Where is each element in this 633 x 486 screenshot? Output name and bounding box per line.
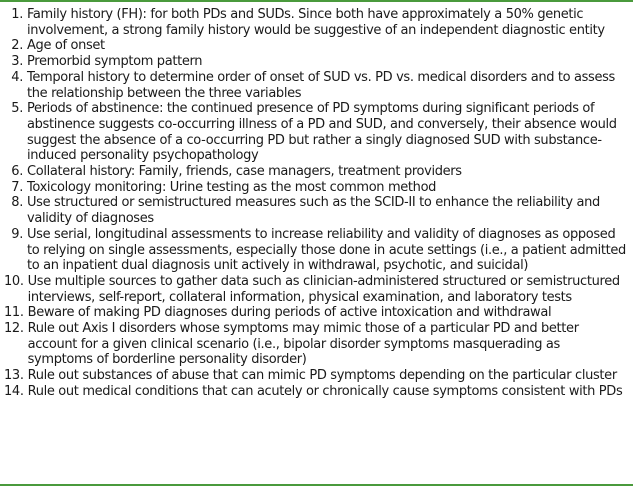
list-item [4, 305, 627, 321]
list-item [4, 368, 627, 384]
list-item-number: 10. [4, 273, 24, 289]
list-item-text: Rule out substances of abuse that can mimic PD symptoms depending on the particular cluster [27, 368, 617, 384]
list-item [4, 54, 627, 70]
list-item [4, 164, 627, 180]
list-item [4, 384, 627, 400]
list-item-text: Temporal history to determine order of onset of SUD vs. PD vs. medical disorders and to assess the relationship between the three variables [27, 69, 615, 101]
list-item-number: 8. [11, 195, 23, 211]
list-item-text: Beware of making PD diagnoses during periods of active intoxication and withdrawal [27, 305, 552, 321]
list-item-number: 4. [11, 69, 23, 85]
list-item-number: 9. [11, 226, 23, 242]
list-item [4, 227, 627, 274]
list-item-number: 14. [4, 383, 24, 399]
list-item [4, 101, 627, 164]
list-item-text: Collateral history: Family, friends, case managers, treatment providers [27, 164, 462, 180]
list-item [4, 180, 627, 196]
list-item-number: 11. [4, 305, 24, 321]
list-item-number: 12. [4, 321, 24, 337]
list-item-text: Rule out medical conditions that can acutely or chronically cause symptoms consistent with PDs [27, 383, 623, 399]
list-item-text: Rule out Axis I disorders whose symptoms may mimic those of a particular PD and better account for a given clinical scenario (i.e., bipolar disorder symptoms masquerading as symptoms of borderline personality disorder) [27, 321, 579, 368]
list-item-number: 1. [11, 7, 23, 22]
list-item [4, 274, 627, 305]
list-item-text: Periods of abstinence: the continued presence of PD symptoms during significant periods of abstinence suggests co-occurring illness of a PD and SUD, and conversely, their absence would suggest the absence of a co-occurring PD but rather a singly diagnosed SUD with substance-induced personality psychopathology [27, 101, 617, 164]
list-item-text: Premorbid symptom pattern [27, 54, 203, 70]
list-item-number: 2. [11, 38, 23, 54]
list-item [4, 321, 627, 368]
list-item-number: 7. [11, 179, 23, 195]
list-item [4, 70, 627, 101]
list-item-text: Use serial, longitudinal assessments to increase reliability and validity of diagnoses as opposed to relying on single assessments, especially those done in acute settings (i.e., a patient admitted to an inpatient dual diagnosis unit actively in withdrawal, psychotic, and suicidal) [27, 226, 626, 274]
list-item-number: 5. [11, 101, 23, 117]
list-item [4, 38, 627, 54]
numbered-list [0, 2, 633, 400]
list-item [4, 7, 627, 38]
list-item-text: Age of onset [27, 38, 105, 54]
list-item-number: 13. [4, 368, 24, 384]
list-item-text: Family history (FH): for both PDs and SUDs. Since both have approximately a 50% genetic involvement, a strong family history would be suggestive of an independent diagnostic entity [27, 7, 605, 38]
list-item [4, 195, 627, 226]
list-item-text: Use multiple sources to gather data such as clinician-administered structured or semistructured interviews, self-report, collateral information, physical examination, and laboratory tests [27, 273, 620, 305]
list-item-number: 6. [11, 164, 23, 180]
list-item-text: Use structured or semistructured measures such as the SCID-II to enhance the reliability and validity of diagnoses [27, 195, 600, 227]
list-item-text: Toxicology monitoring: Urine testing as the most common method [27, 179, 437, 195]
list-item-number: 3. [11, 54, 23, 70]
